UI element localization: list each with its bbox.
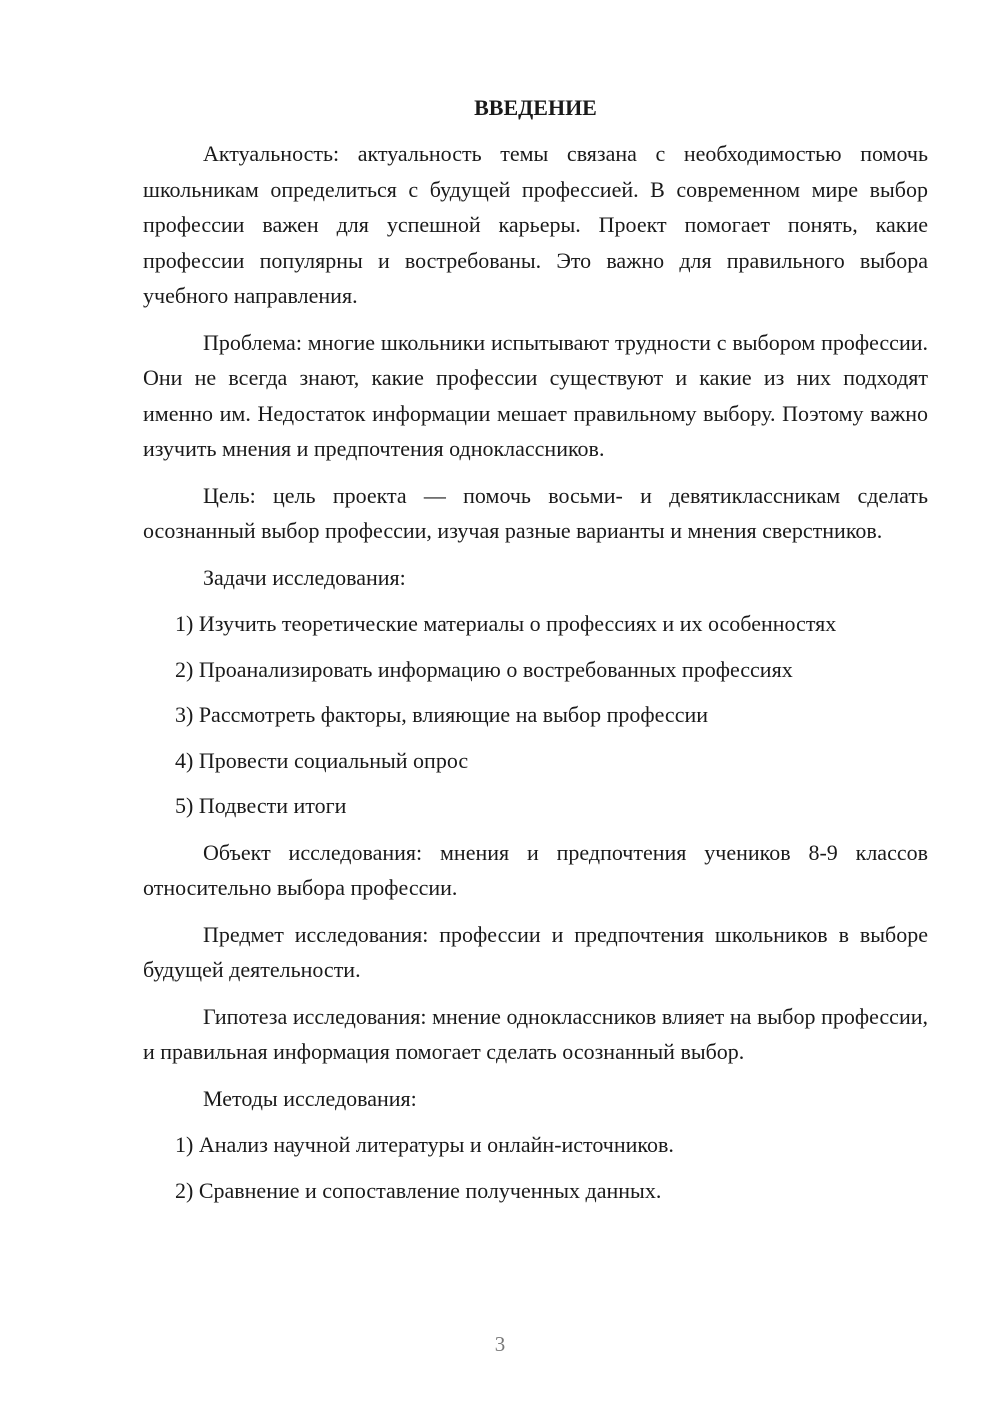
list-item: 2) Сравнение и сопоставление полученных данных. (175, 1177, 662, 1203)
methods-list (143, 1127, 928, 1208)
problem-paragraph: Проблема: многие школьники испытывают трудности с выбором профессии. Они не всегда знают, какие профессии существуют и какие из них подходят именно им. Недостаток информации мешает правильному выбору. Поэтому важно изучить мнения и предпочтения одноклассников. (143, 329, 928, 461)
methods-heading: Методы исследования: (203, 1085, 417, 1111)
list-item: 4) Провести социальный опрос (175, 747, 469, 773)
list-item: 5) Подвести итоги (175, 793, 347, 818)
goal-paragraph: Цель: цель проекта — помочь восьми- и девятиклассникам сделать осознанный выбор профессии, изучая разные варианты и мнения сверстников. (143, 482, 928, 543)
list-item: 3) Рассмотреть факторы, влияющие на выбор профессии (175, 702, 709, 727)
tasks-list (143, 606, 928, 824)
document-title: ВВЕДЕНИЕ (474, 95, 597, 120)
subject-paragraph: Предмет исследования: профессии и предпочтения школьников в выборе будущей деятельности. (143, 921, 928, 982)
object-paragraph: Объект исследования: мнения и предпочтения учеников 8-9 классов относительно выбора профессии. (143, 839, 928, 900)
relevance-paragraph: Актуальность: актуальность темы связана с необходимостью помочь школьникам определиться с будущей профессией. В современном мире выбор профессии важен для успешной карьеры. Проект помогает понять, какие профессии популярны и востребованы. Это важно для правильного выбора учебного направления. (143, 141, 928, 308)
hypothesis-paragraph: Гипотеза исследования: мнение одноклассников влияет на выбор профессии, и правильная информация помогает сделать осознанный выбор. (143, 1003, 928, 1064)
list-item: 1) Изучить теоретические материалы о профессиях и их особенностях (175, 611, 837, 636)
document-page (143, 92, 928, 1219)
page-number: 3 (494, 1332, 506, 1356)
list-item: 1) Анализ научной литературы и онлайн-источников. (175, 1132, 674, 1157)
list-item: 2) Проанализировать информацию о востребованных профессиях (175, 656, 793, 682)
tasks-heading: Задачи исследования: (203, 564, 406, 590)
